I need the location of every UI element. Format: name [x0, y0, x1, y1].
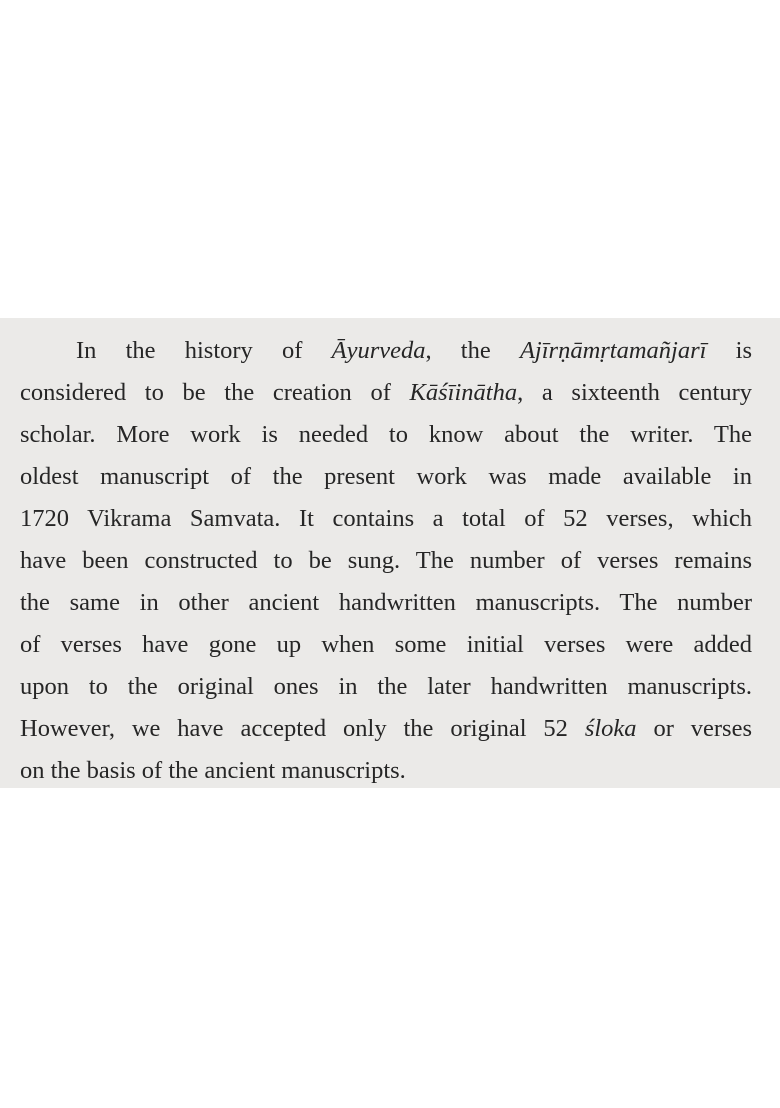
text-line [20, 372, 752, 414]
italic-term: Āyurveda [331, 337, 426, 364]
text-segment: have been constructed to be sung. The number of verses remains [20, 547, 752, 574]
text-segment: oldest manuscript of the present work was made available in [20, 463, 752, 490]
text-line [20, 498, 752, 540]
text-line [20, 330, 752, 372]
text-line [20, 414, 752, 456]
text-line [20, 456, 752, 498]
text-segment: of verses have gone up when some initial verses were added [20, 631, 752, 658]
text-segment: 1720 Vikrama Samvata. It contains a total of 52 verses, which [20, 505, 752, 532]
text-line [20, 624, 752, 666]
italic-term: Ajīrṇāmṛtamañjarī [519, 337, 707, 364]
body-paragraph [20, 330, 752, 792]
text-segment: is [706, 337, 752, 364]
text-line [20, 666, 752, 708]
text-line [20, 708, 752, 750]
text-segment: upon to the original ones in the later handwritten manuscripts. [20, 673, 752, 700]
text-segment: or verses [636, 715, 753, 742]
italic-term: Kāśīinātha [409, 379, 518, 406]
text-segment: In the history of [76, 337, 332, 364]
text-segment: considered to be the creation of [20, 379, 410, 406]
text-line [20, 582, 752, 624]
text-line [20, 540, 752, 582]
text-segment: scholar. More work is needed to know about the writer. The [20, 421, 752, 448]
text-line [20, 750, 752, 792]
text-segment: the same in other ancient handwritten manuscripts. The number [20, 589, 752, 616]
text-segment: , the [425, 337, 520, 364]
text-segment: However, we have accepted only the original 52 [20, 715, 585, 742]
italic-term: śloka [584, 715, 637, 742]
text-segment: , a sixteenth century [517, 379, 752, 406]
text-segment: on the basis of the ancient manuscripts. [20, 757, 406, 784]
